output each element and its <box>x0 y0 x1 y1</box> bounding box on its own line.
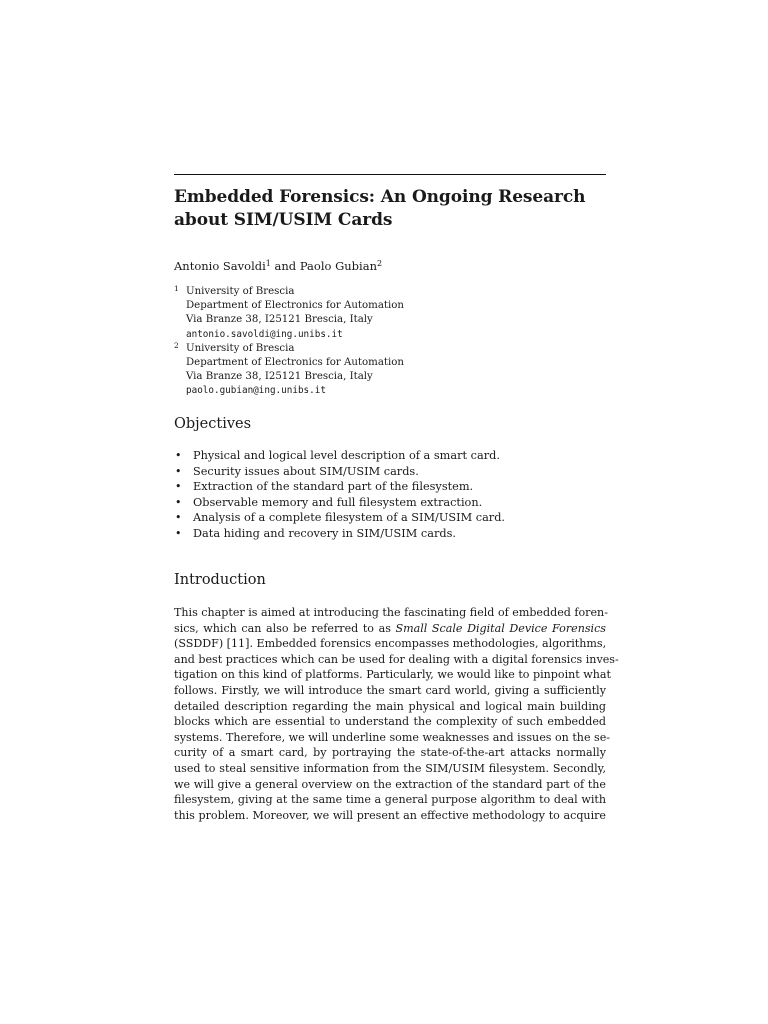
affiliation-1-mark: 1 <box>174 284 179 293</box>
intro-line: used to steal sensitive information from the SIM/USIM filesystem. Secondly, <box>174 761 606 775</box>
affiliation-1-institution: University of Brescia <box>186 286 295 297</box>
objective-text: Extraction of the standard part of the filesystem. <box>193 480 474 494</box>
objective-text: Physical and logical level description of a smart card. <box>193 449 500 462</box>
title-line-1: Embedded Forensics: An Ongoing Research <box>174 187 586 207</box>
author-1-affil-mark: 1 <box>265 259 271 268</box>
list-item <box>174 495 606 511</box>
intro-line: tigation on this kind of platforms. Particularly, we would like to pinpoint what <box>174 668 611 682</box>
list-item <box>174 526 606 542</box>
bullet-icon: • <box>175 526 182 540</box>
affiliation-1-address: Via Branze 38, I25121 Brescia, Italy <box>186 314 373 326</box>
affiliation-2-department: Department of Electronics for Automation <box>186 357 404 369</box>
bullet-icon: • <box>175 480 182 494</box>
intro-line: (SSDDF) [11]. Embedded forensics encompasses methodologies, algorithms, <box>174 637 607 651</box>
author-2-name: Paolo Gubian <box>299 259 377 273</box>
list-item <box>174 464 606 480</box>
affiliation-2-address: Via Branze 38, I25121 Brescia, Italy <box>186 371 373 383</box>
list-item <box>174 479 606 495</box>
intro-line: systems. Therefore, we will underline some weaknesses and issues on the se- <box>174 730 611 744</box>
list-item <box>174 510 606 526</box>
intro-line: and best practices which can be used for dealing with a digital forensics inves- <box>174 652 619 666</box>
affiliation-2-institution: University of Brescia <box>186 342 295 354</box>
introduction-paragraph <box>174 605 619 823</box>
intro-line <box>174 621 606 637</box>
objective-text: Analysis of a complete filesystem of a SIM/USIM card. <box>193 511 506 525</box>
intro-line: we will give a general overview on the extraction of the standard part of the <box>174 777 606 791</box>
bullet-icon: • <box>175 464 182 478</box>
intro-line: This chapter is aimed at introducing the fascinating field of embedded foren- <box>174 606 608 619</box>
objective-text: Observable memory and full filesystem extraction. <box>193 495 483 509</box>
intro-line: filesystem, giving at the same time a general purpose algorithm to deal with <box>174 793 606 807</box>
affiliation-1-email[interactable]: antonio.savoldi@ing.unibs.it <box>186 328 343 340</box>
affiliations <box>174 285 606 399</box>
paper-title <box>174 186 606 232</box>
objective-text: Security issues about SIM/USIM cards. <box>193 464 419 478</box>
bullet-icon: • <box>175 511 182 525</box>
bullet-icon: • <box>175 495 182 509</box>
affiliation-1-department: Department of Electronics for Automation <box>186 300 404 312</box>
author-line <box>174 259 382 274</box>
author-1-name: Antonio Savoldi <box>174 259 266 273</box>
author-conjunction: and <box>270 259 300 273</box>
affiliation-2-mark: 2 <box>174 340 179 350</box>
affiliation-2-email[interactable]: paolo.gubian@ing.unibs.it <box>186 385 326 397</box>
list-item <box>174 448 606 464</box>
intro-line: blocks which are essential to understand the complexity of such embedded <box>174 715 606 729</box>
intro-line: this problem. Moreover, we will present an effective methodology to acquire <box>174 808 606 822</box>
objectives-list <box>174 448 606 542</box>
title-top-rule <box>174 174 606 175</box>
author-2-affil-mark: 2 <box>376 259 383 268</box>
affiliation-1 <box>174 285 606 342</box>
intro-line: curity of a smart card, by portraying the state-of-the-art attacks normally <box>174 746 606 760</box>
introduction-heading: Introduction <box>174 572 266 588</box>
intro-line: detailed description regarding the main physical and logical main building <box>174 699 606 713</box>
bullet-icon: • <box>175 449 182 462</box>
intro-line-text: sics, which can also be referred to as <box>174 621 396 635</box>
intro-emphasis: Small Scale Digital Device Forensics <box>395 621 606 635</box>
affiliation-2 <box>174 342 606 399</box>
intro-line: follows. Firstly, we will introduce the smart card world, giving a sufficiently <box>174 683 606 697</box>
objective-text: Data hiding and recovery in SIM/USIM cards. <box>193 526 456 540</box>
title-line-2: about SIM/USIM Cards <box>174 210 393 230</box>
objectives-heading: Objectives <box>174 416 252 432</box>
